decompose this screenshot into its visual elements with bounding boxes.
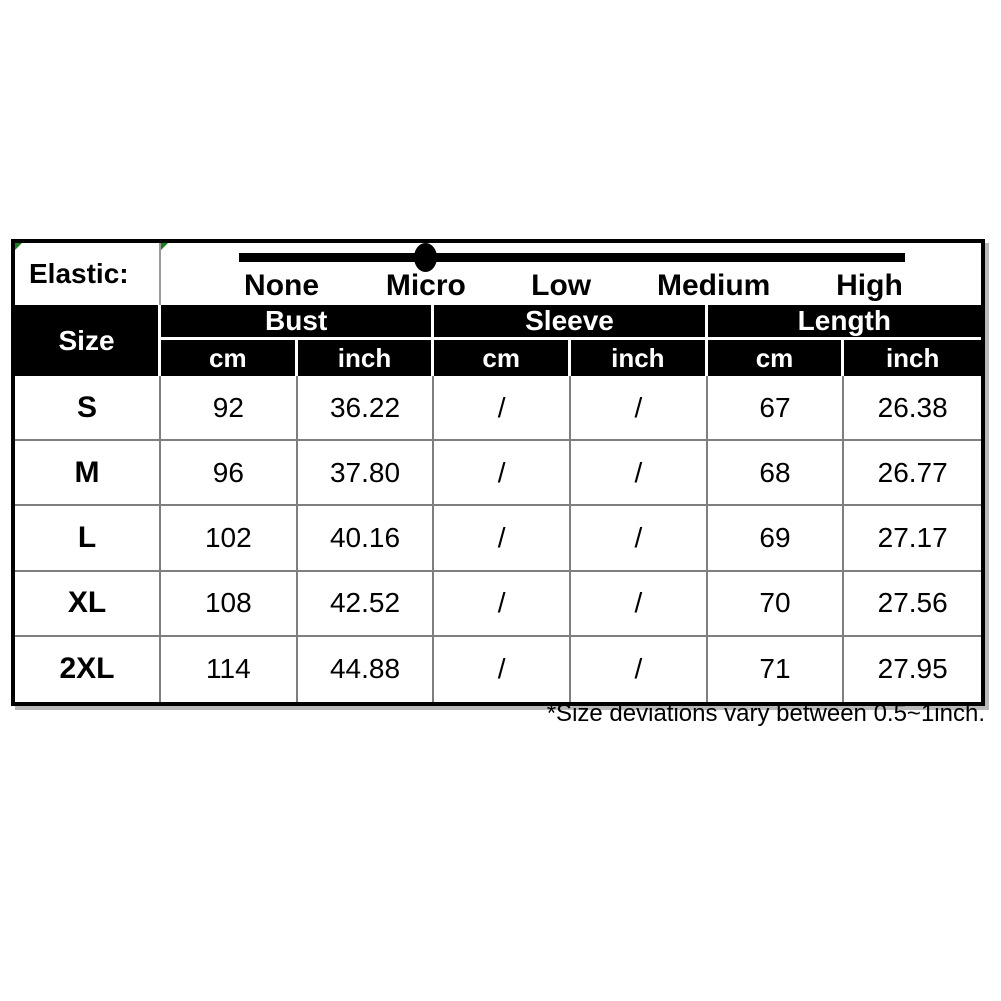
cell-corner-marker-icon (15, 243, 22, 250)
column-group-bust: Bust (161, 305, 434, 340)
elastic-label-cell (15, 243, 161, 305)
value-cell: / (434, 572, 571, 637)
slider-level-low: Low (531, 269, 592, 302)
value-cell: 96 (161, 441, 298, 506)
value-cell: / (434, 376, 571, 441)
slider-level-high: High (836, 269, 903, 302)
column-group-length: Length (708, 305, 981, 340)
value-cell: 71 (708, 637, 845, 702)
unit-header-sleeve-cm: cm (434, 340, 571, 376)
slider-handle[interactable] (414, 243, 437, 272)
slider-level-medium: Medium (657, 269, 771, 302)
size-cell: S (15, 376, 161, 441)
value-cell: 36.22 (298, 376, 435, 441)
value-cell: / (571, 572, 708, 637)
value-cell: 27.95 (844, 637, 981, 702)
size-chart-table (11, 239, 985, 706)
elasticity-slider (161, 243, 981, 305)
elastic-label: Elastic: (29, 258, 129, 289)
value-cell: 37.80 (298, 441, 435, 506)
slider-level-none: None (244, 269, 320, 302)
value-cell: 68 (708, 441, 845, 506)
slider-track (239, 253, 905, 262)
value-cell: / (571, 441, 708, 506)
slider-level-micro: Micro (385, 269, 466, 302)
unit-header-length-cm: cm (708, 340, 845, 376)
value-cell: 26.77 (844, 441, 981, 506)
value-cell: 44.88 (298, 637, 435, 702)
value-cell: 102 (161, 506, 298, 571)
unit-header-bust-inch: inch (298, 340, 435, 376)
value-cell: / (434, 637, 571, 702)
cell-corner-marker-icon (161, 243, 168, 250)
value-cell: / (434, 441, 571, 506)
size-cell: L (15, 506, 161, 571)
unit-header-length-inch: inch (844, 340, 981, 376)
value-cell: 108 (161, 572, 298, 637)
size-deviation-note: *Size deviations vary between 0.5~1inch. (546, 700, 985, 727)
unit-header-sleeve-inch: inch (571, 340, 708, 376)
value-cell: 42.52 (298, 572, 435, 637)
unit-header-bust-cm: cm (161, 340, 298, 376)
value-cell: 27.17 (844, 506, 981, 571)
value-cell: 67 (708, 376, 845, 441)
size-cell: 2XL (15, 637, 161, 702)
value-cell: / (571, 637, 708, 702)
value-cell: 40.16 (298, 506, 435, 571)
size-cell: XL (15, 572, 161, 637)
value-cell: / (434, 506, 571, 571)
size-cell: M (15, 441, 161, 506)
value-cell: 114 (161, 637, 298, 702)
value-cell: / (571, 376, 708, 441)
column-group-sleeve: Sleeve (434, 305, 707, 340)
value-cell: / (571, 506, 708, 571)
value-cell: 69 (708, 506, 845, 571)
column-header-size: Size (15, 305, 161, 376)
value-cell: 70 (708, 572, 845, 637)
value-cell: 26.38 (844, 376, 981, 441)
value-cell: 92 (161, 376, 298, 441)
value-cell: 27.56 (844, 572, 981, 637)
